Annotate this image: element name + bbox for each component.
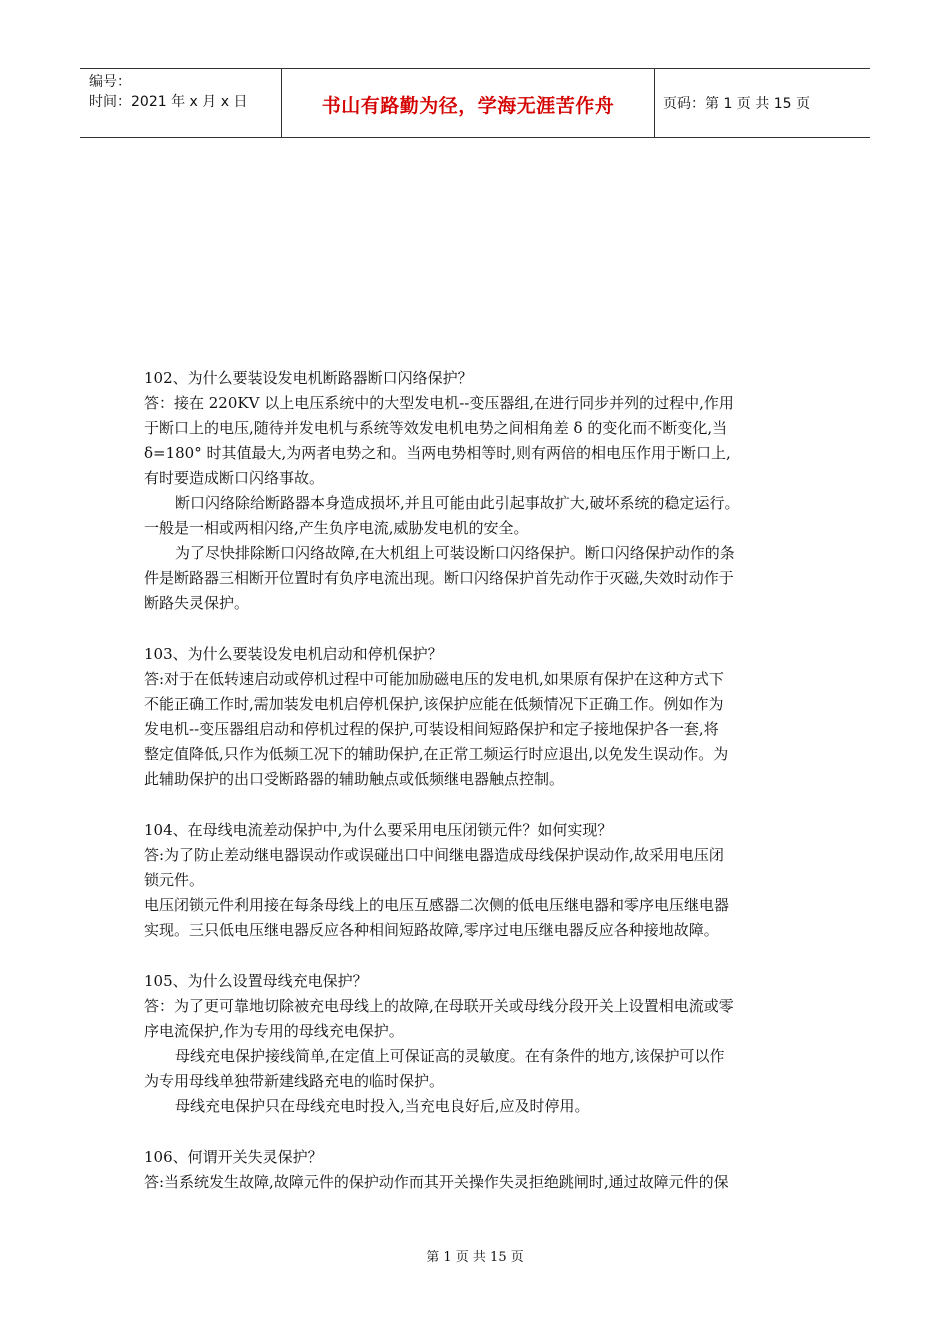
answer-line: 答：接在 220KV 以上电压系统中的大型发电机--变压器组,在进行同步并列的过程中,作用: [144, 394, 734, 412]
page-info: 页码：第 1 页 共 15 页: [663, 96, 810, 112]
answer-line: 于断口上的电压,随待并发电机与系统等效发电机电势之间相角差 δ 的变化而不断变化,当: [144, 419, 728, 437]
date-label: 时间：2021 年 x 月 x 日: [89, 94, 248, 110]
question-heading: 104、在母线电流差动保护中,为什么要采用电压闭锁元件？如何实现？: [144, 821, 613, 839]
answer-line: 此辅助保护的出口受断路器的辅助触点或低频继电器触点控制。: [144, 770, 565, 788]
answer-line: 一般是一相或两相闪络,产生负序电流,威胁发电机的安全。: [144, 519, 529, 537]
answer-line: 有时要造成断口闪络事故。: [144, 469, 325, 487]
answer-line: 锁元件。: [144, 871, 205, 889]
motto: 书山有路勤为径，学海无涯苦作舟: [321, 95, 615, 117]
qa-section: [144, 818, 812, 943]
document-body: [144, 366, 812, 1221]
qa-section: [144, 366, 812, 616]
answer-line: 母线充电保护接线简单,在定值上可保证高的灵敏度。在有条件的地方,该保护可以作: [175, 1047, 725, 1065]
qa-section: [144, 1145, 812, 1195]
qa-section: [144, 969, 812, 1119]
page-header: [80, 68, 870, 138]
answer-line: 为专用母线单独带新建线路充电的临时保护。: [144, 1072, 445, 1090]
header-page-cell: [655, 69, 870, 137]
answer-line: 答:为了防止差动继电器误动作或误碰出口中间继电器造成母线保护误动作,故采用电压闭: [144, 846, 724, 864]
question-heading: 105、为什么设置母线充电保护？: [144, 972, 368, 990]
header-motto-cell: [281, 69, 655, 137]
answer-line: 答：为了更可靠地切除被充电母线上的故障,在母联开关或母线分段开关上设置相电流或零: [144, 997, 734, 1015]
answer-line: 不能正确工作时,需加装发电机启停机保护,该保护应能在低频情况下正确工作。例如作为: [144, 695, 724, 713]
answer-line: 发电机--变压器组启动和停机过程的保护,可装设相间短路保护和定子接地保护各一套,将: [144, 720, 719, 738]
question-heading: 103、为什么要装设发电机启动和停机保护？: [144, 645, 443, 663]
page-footer: 第 1 页 共 15 页: [426, 1250, 524, 1265]
header-info-cell: [80, 69, 281, 137]
answer-line: 电压闭锁元件利用接在每条母线上的电压互感器二次侧的低电压继电器和零序电压继电器: [144, 896, 730, 914]
answer-line: δ=180° 时其值最大,为两者电势之和。当两电势相等时,则有两倍的相电压作用于断口上,: [144, 444, 731, 462]
answer-line: 整定值降低,只作为低频工况下的辅助保护,在正常工频运行时应退出,以免发生误动作。为: [144, 745, 729, 763]
answer-line: 母线充电保护只在母线充电时投入,当充电良好后,应及时停用。: [175, 1097, 590, 1115]
question-heading: 102、为什么要装设发电机断路器断口闪络保护？: [144, 369, 473, 387]
question-heading: 106、何谓开关失灵保护？: [144, 1148, 323, 1166]
answer-line: 断路失灵保护。: [144, 594, 250, 612]
qa-section: [144, 642, 812, 792]
answer-line: 答:当系统发生故障,故障元件的保护动作而其开关操作失灵拒绝跳闸时,通过故障元件的保: [144, 1173, 729, 1191]
number-label: 编号：: [89, 74, 131, 90]
answer-line: 答:对于在低转速启动或停机过程中可能加励磁电压的发电机,如果原有保护在这种方式下: [144, 670, 724, 688]
answer-line: 实现。三只低电压继电器反应各种相间短路故障,零序过电压继电器反应各种接地故障。: [144, 921, 719, 939]
answer-line: 为了尽快排除断口闪络故障,在大机组上可装设断口闪络保护。断口闪络保护动作的条: [175, 544, 735, 562]
answer-line: 断口闪络除给断路器本身造成损坏,并且可能由此引起事故扩大,破坏系统的稳定运行。: [175, 494, 740, 512]
answer-line: 件是断路器三相断开位置时有负序电流出现。断口闪络保护首先动作于灭磁,失效时动作于: [144, 569, 734, 587]
answer-line: 序电流保护,作为专用的母线充电保护。: [144, 1022, 404, 1040]
